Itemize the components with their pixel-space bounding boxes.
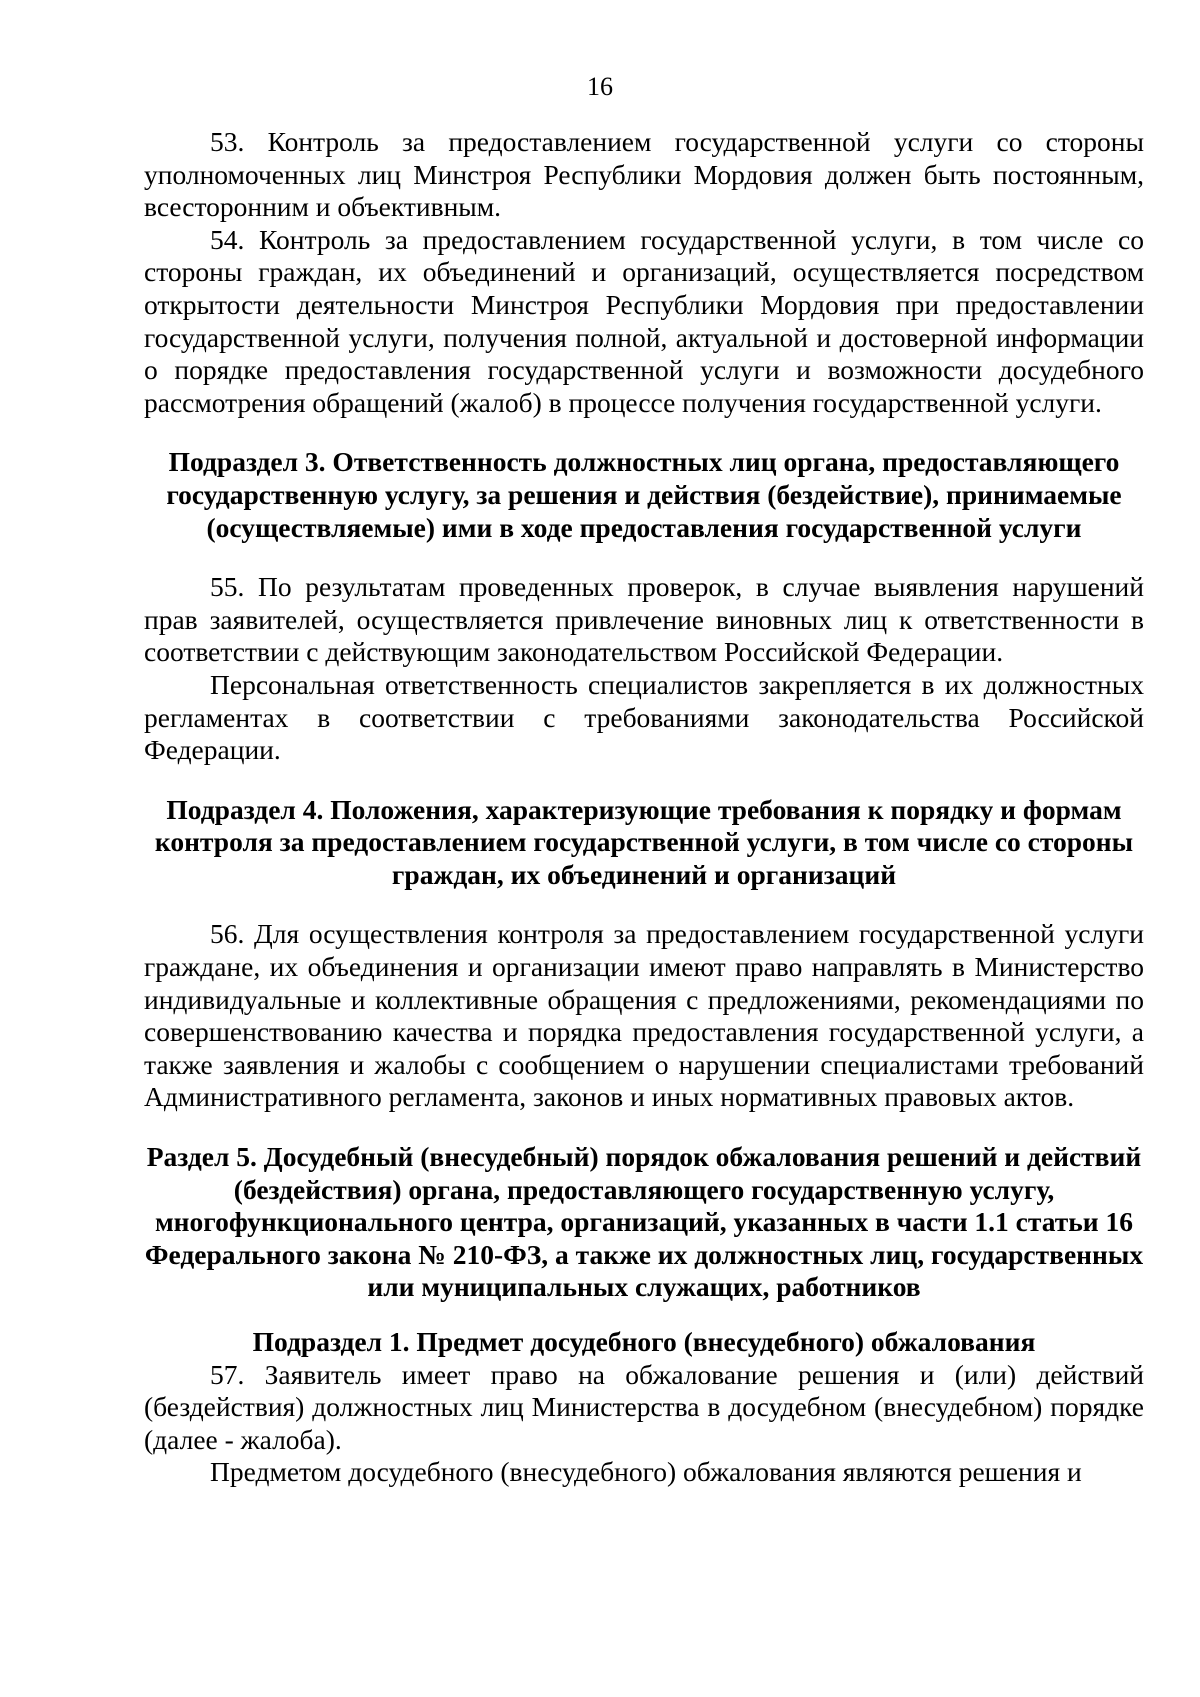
paragraph-57: 57. Заявитель имеет право на обжалование решения и (или) действий (бездействия) должностных лиц Министерства в досудебном (внесудебном) порядке (далее - жалоба). bbox=[144, 1358, 1144, 1455]
paragraph-54: 54. Контроль за предоставлением государственной услуги, в том числе со стороны граждан, их объединений и организаций, осуществляется посредством открытости деятельности Минстроя Республики Мордовия при предоставлении государственной услуги, получения полной, актуальной и достоверной информации о порядке предоставления государственной услуги и возможности досудебного рассмотрения обращений (жалоб) в процессе получения государственной услуги. bbox=[144, 223, 1144, 418]
paragraph-56: 56. Для осуществления контроля за предоставлением государственной услуги граждане, их объединения и организации имеют право направлять в Министерство индивидуальные и коллективные обращения с предложениями, рекомендациями по совершенствованию качества и порядка предоставления государственной услуги, а также заявления и жалобы с сообщением о нарушении специалистами требований Административного регламента, законов и иных нормативных правовых актов. bbox=[144, 918, 1144, 1113]
document-body bbox=[144, 126, 1144, 1489]
paragraph-53: 53. Контроль за предоставлением государственной услуги со стороны уполномоченных лиц Минстроя Республики Мордовия должен быть постоянным, всесторонним и объективным. bbox=[144, 126, 1144, 223]
paragraph-55: 55. По результатам проведенных проверок, в случае выявления нарушений прав заявителей, осуществляется привлечение виновных лиц к ответственности в соответствии с действующим законодательством Российской Федерации. bbox=[144, 571, 1144, 668]
paragraph-57-subject: Предметом досудебного (внесудебного) обжалования являются решения и bbox=[210, 1456, 1082, 1488]
heading-subsection-4: Подраздел 4. Положения, характеризующие требования к порядку и формам контроля за предоставлением государственной услуги, в том числе со стороны граждан, их объединений и организаций bbox=[154, 793, 1134, 890]
heading-section-5: Раздел 5. Досудебный (внесудебный) порядок обжалования решений и действий (бездействия) органа, предоставляющего государственную услугу, многофункционального центра, организаций, указанных в части 1.1 статьи 16 Федерального закона № 210-ФЗ, а также их должностных лиц, государственных или муниципальных служащих, работников bbox=[144, 1141, 1144, 1303]
heading-subsection-1: Подраздел 1. Предмет досудебного (внесудебного) обжалования bbox=[252, 1326, 1036, 1357]
heading-subsection-3: Подраздел 3. Ответственность должностных лиц органа, предоставляющего государственную услугу, за решения и действия (бездействие), принимаемые (осуществляемые) ими в ходе предоставления государственной услуги bbox=[166, 446, 1122, 543]
paragraph-55-personal-responsibility: Персональная ответственность специалистов закрепляется в их должностных регламентах в соответствии с требованиями законодательства Российской Федерации. bbox=[144, 668, 1144, 766]
page-number: 16 bbox=[587, 72, 613, 101]
